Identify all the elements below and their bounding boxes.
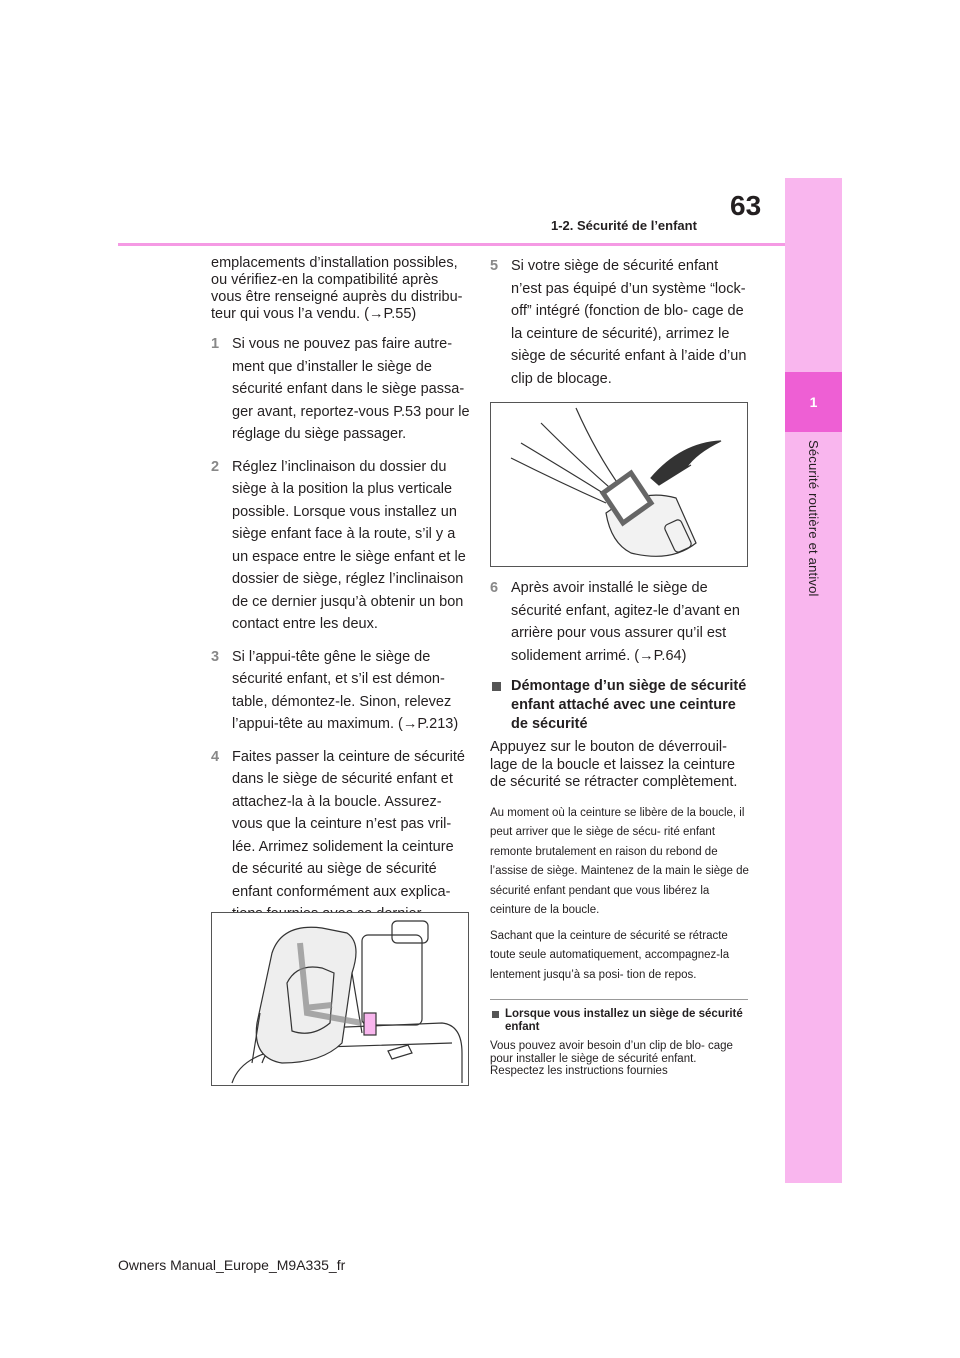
step-number: 4 bbox=[211, 748, 220, 765]
right-column bbox=[490, 255, 752, 1078]
step-text: Si l’appui-tête gêne le siège de sécurité enfant, et s’il est démon- table, démontez-le. Sinon, relevez l’appui-tête au maximum. (→P.213) bbox=[232, 648, 459, 732]
left-column bbox=[211, 255, 471, 936]
note-paragraph-2: Sachant que la ceinture de sécurité se rétracte toute seule automatiquement, accompagnez-la lentement jusqu’à sa posi- tion de repos. bbox=[490, 929, 730, 981]
step-2 bbox=[211, 456, 471, 636]
step-text: Si votre siège de sécurité enfant n’est pas équipé d’un système “lock-off” intégré (fonction de blo- cage de la ceinture de sécurité), arrimez le siège de sécurité enfant à l’aide d’un clip de blocage. bbox=[511, 258, 747, 387]
step-4 bbox=[211, 746, 471, 926]
step-1 bbox=[211, 333, 471, 446]
divider bbox=[490, 999, 748, 1000]
locking-clip-illustration bbox=[490, 402, 748, 567]
step-text: Après avoir installé le siège de sécurité enfant, agitez-le d’avant en arrière pour vous assurer qu’il est solidement arrimé. (→P.64) bbox=[511, 580, 740, 664]
note-paragraph-1: Au moment où la ceinture se libère de la boucle, il peut arriver que le siège de sécu- rité enfant remonte brutalement en raison du rebond de l’assise de siège. Maintenez de la main le siège de sécurité enfant pendant que vous libérez la ceinture de la boucle. bbox=[490, 806, 749, 916]
installation-subheading: Lorsque vous installez un siège de sécurité enfant bbox=[490, 1008, 752, 1034]
intro-paragraph: emplacements d’installation possibles, ou vérifiez-en la compatibilité après vous être renseigné auprès du distribu- teur qui vous l’a vendu. (→P.55) bbox=[211, 255, 463, 322]
step-6 bbox=[490, 577, 752, 667]
header-rule bbox=[118, 243, 785, 246]
page-number: 63 bbox=[730, 190, 762, 221]
child-seat-illustration bbox=[211, 912, 469, 1086]
step-text: Faites passer la ceinture de sécurité dans le siège de sécurité enfant et attachez-la à la boucle. Assurez- vous que la ceinture n’est pas vril- lée. Arrimez solidement la ceinture de sécurité au siège de sécurité enfant conformément aux explica- bbox=[232, 748, 465, 900]
removal-body: Appuyez sur le bouton de déverrouil- lage de la boucle et laissez la ceinture de sécurité se rétracter complètement. bbox=[490, 739, 738, 790]
step-number: 3 bbox=[211, 648, 220, 665]
section-title: 1-2. Sécurité de l’enfant bbox=[551, 218, 697, 233]
note-paragraph-3: Vous pouvez avoir besoin d’un clip de blo- cage pour installer le siège de sécurité enfant. Respectez les instructions fournies bbox=[490, 1040, 733, 1077]
step-number: 6 bbox=[490, 580, 499, 596]
square-bullet-icon bbox=[492, 1011, 499, 1018]
step-5 bbox=[490, 255, 752, 390]
step-number: 5 bbox=[490, 258, 499, 274]
square-bullet-icon bbox=[492, 682, 501, 691]
step-text: Si vous ne pouvez pas faire autre- ment que d’installer le siège de sécurité enfant dans le siège passa- ger avant, reportez-vous P.53 pour le réglage du siège passager. bbox=[232, 336, 470, 442]
chapter-number: 1 bbox=[785, 372, 842, 432]
footer-doc-id: Owners Manual_Europe_M9A335_fr bbox=[118, 1257, 346, 1273]
step-number: 2 bbox=[211, 458, 220, 475]
child-seat-drawing bbox=[212, 913, 468, 1085]
removal-subheading: Démontage d’un siège de sécurité enfant attaché avec une ceinture de sécurité bbox=[490, 677, 752, 734]
step-text: Réglez l’inclinaison du dossier du siège à la position la plus verticale possible. Lorsque vous installez un siège enfant face à la route, s’il y a un espace entre le siège enfant et le dossier de siège, réglez l’inclinaison de ce dernier jusqu’à obtenir un bon contact entre les deux. bbox=[232, 458, 466, 632]
step-3 bbox=[211, 646, 471, 736]
step-number: 1 bbox=[211, 336, 220, 352]
chapter-title: Sécurité routière et antivol bbox=[806, 440, 821, 597]
locking-clip-drawing bbox=[491, 403, 747, 566]
